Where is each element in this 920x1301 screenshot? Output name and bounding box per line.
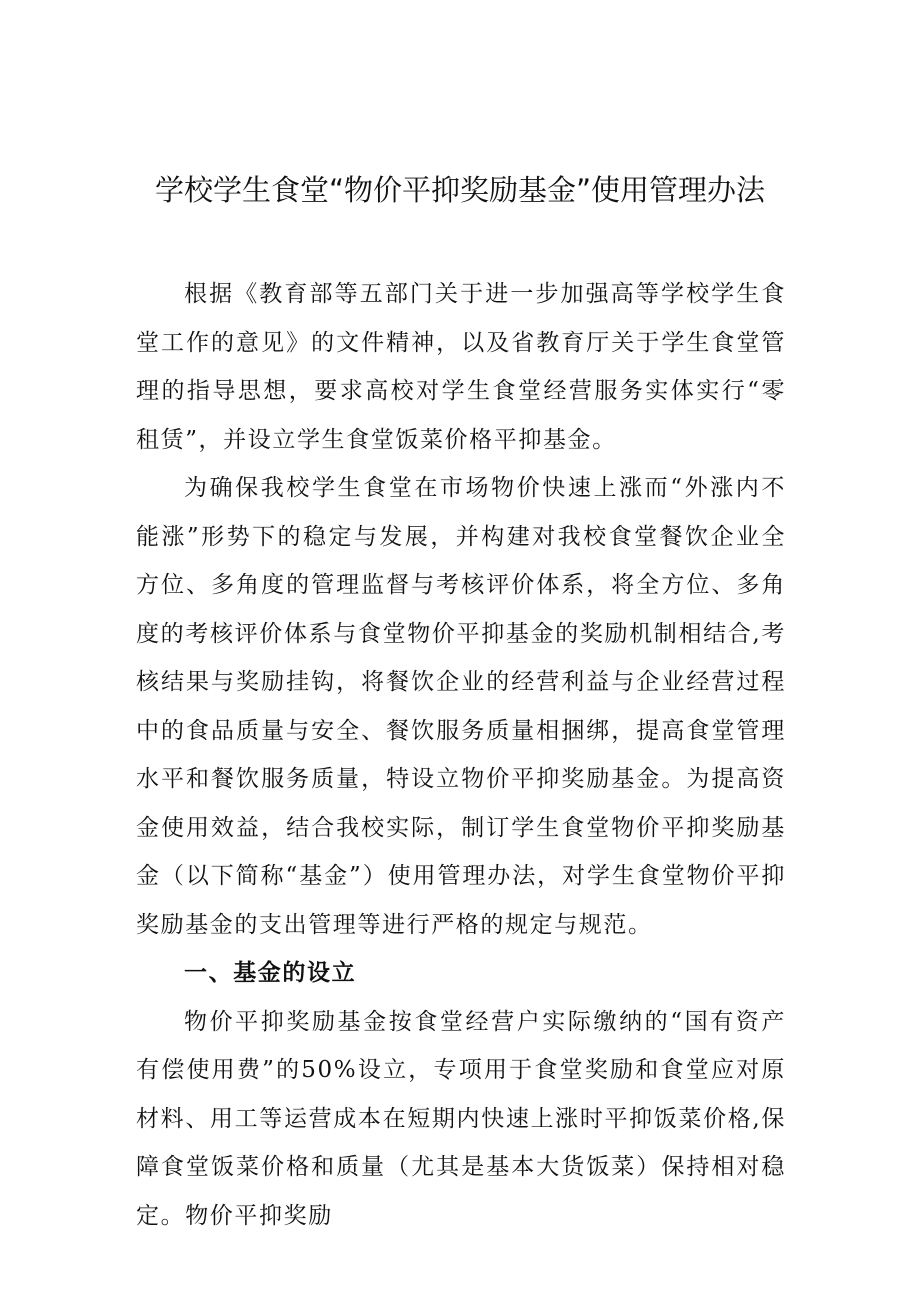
intro-paragraph: 根据《教育部等五部门关于进一步加强高等学校学生食堂工作的意见》的文件精神，以及省教育厅关于学生食堂管理的指导思想，要求高校对学生食堂经营服务实体实行“零租赁”，并设立学生食堂饭菜价格平抑基金。 [136,281,786,453]
purpose-paragraph: 为确保我校学生食堂在市场物价快速上涨而“外涨内不能涨”形势下的稳定与发展，并构建对我校食堂餐饮企业全方位、多角度的管理监督与考核评价体系，将全方位、多角度的考核评价体系与食堂物价平抑基金的奖励机制相结合,考核结果与奖励挂钩，将餐饮企业的经营利益与企业经营过程中的食品质量与安全、餐饮服务质量相捆绑，提高食堂管理水平和餐饮服务质量，特设立物价平抑奖励基金。为提高资金使用效益，结合我校实际，制订学生食堂物价平抑奖励基金（以下简称“基金”）使用管理办法，对学生食堂物价平抑奖励基金的支出管理等进行严格的规定与规范。 [136,475,786,938]
document-body [136,270,786,1240]
section-heading: 一、基金的设立 [184,960,357,986]
document-title: 学校学生食堂“物价平抑奖励基金”使用管理办法 [154,173,766,207]
section-paragraph: 物价平抑奖励基金按食堂经营户实际缴纳的“国有资产有偿使用费”的50%设立，专项用于食堂奖励和食堂应对原材料、用工等运营成本在短期内快速上涨时平抑饭菜价格,保障食堂饭菜价格和质量（尤其是基本大货饭菜）保持相对稳定。物价平抑奖励 [136,1008,786,1229]
